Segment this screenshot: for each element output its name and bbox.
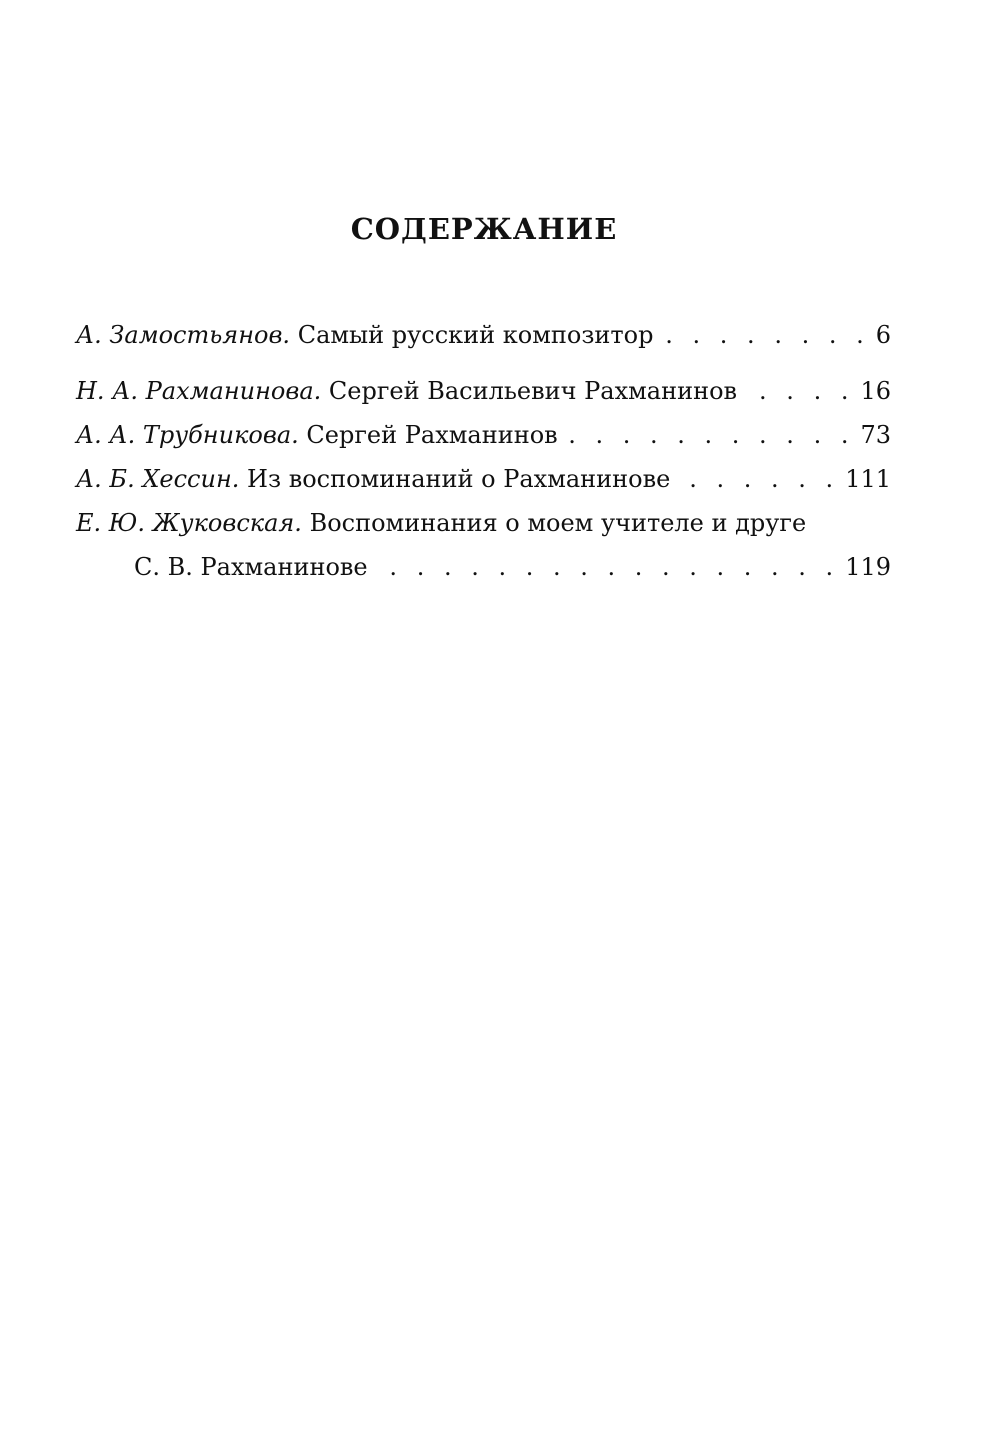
toc-entry-line bbox=[76, 413, 891, 457]
toc-entry[interactable] bbox=[76, 457, 891, 501]
dot-leader bbox=[745, 369, 854, 413]
toc-heading: СОДЕРЖАНИЕ bbox=[350, 212, 618, 246]
dot-leader bbox=[678, 457, 839, 501]
toc-entry-title: Воспоминания о моем учителе и друге bbox=[309, 509, 807, 537]
toc-entry-title-continued: С. В. Рахманинове bbox=[134, 553, 368, 581]
toc-entry-author: Е. Ю. Жуковская. bbox=[76, 509, 302, 537]
dot-leader bbox=[566, 413, 855, 457]
toc-entry-author: А. А. Трубникова. bbox=[76, 421, 299, 449]
toc-entry-title: Из воспоминаний о Рахманинове bbox=[247, 465, 671, 493]
toc-entry[interactable] bbox=[76, 313, 891, 357]
table-of-contents bbox=[76, 313, 891, 589]
toc-entry-author: А. Б. Хессин. bbox=[76, 465, 240, 493]
toc-entry-author: Н. А. Рахманинова. bbox=[76, 377, 322, 405]
toc-entry-line bbox=[76, 313, 891, 357]
toc-entry[interactable] bbox=[76, 501, 891, 589]
toc-entry-line-continued bbox=[76, 545, 891, 589]
toc-entry[interactable] bbox=[76, 369, 891, 413]
toc-entry-line bbox=[76, 501, 891, 545]
toc-entry-page: 119 bbox=[845, 553, 891, 581]
toc-entry-page: 16 bbox=[860, 377, 891, 405]
toc-entry-title: Сергей Васильевич Рахманинов bbox=[328, 377, 738, 405]
toc-entry-line bbox=[76, 457, 891, 501]
dot-leader bbox=[376, 545, 840, 589]
toc-entry-line bbox=[76, 369, 891, 413]
toc-entry-author: А. Замостьянов. bbox=[76, 321, 291, 349]
toc-entry-page: 6 bbox=[875, 321, 891, 349]
toc-entry-page: 111 bbox=[845, 465, 891, 493]
dot-leader bbox=[662, 313, 870, 357]
toc-entry[interactable] bbox=[76, 413, 891, 457]
toc-entry-title: Сергей Рахманинов bbox=[306, 421, 558, 449]
toc-entry-title: Самый русский композитор bbox=[297, 321, 654, 349]
toc-entry-page: 73 bbox=[860, 421, 891, 449]
